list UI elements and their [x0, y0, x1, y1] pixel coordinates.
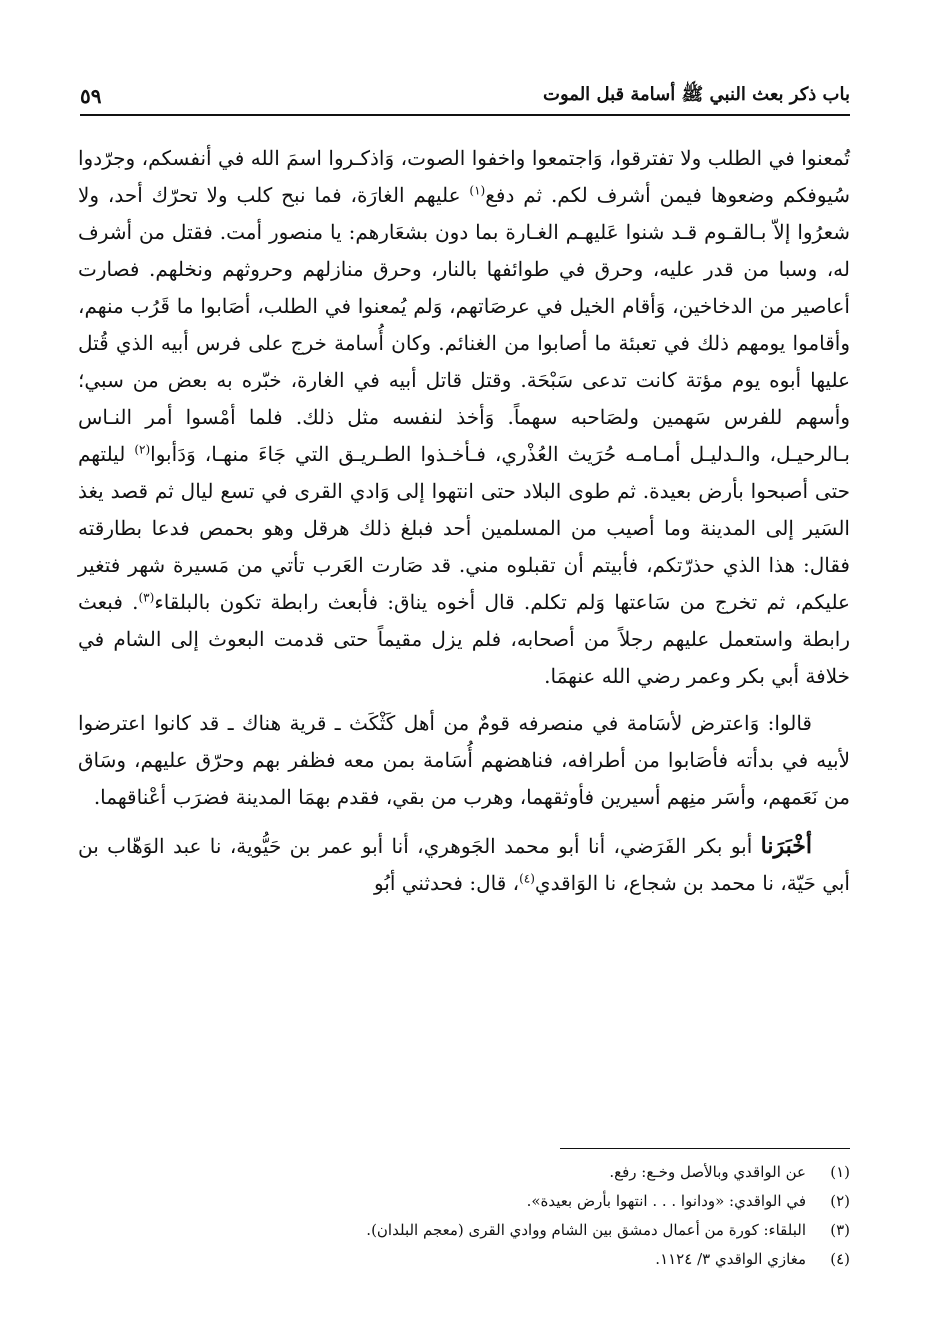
footnote-text: البلقاء: كورة من أعمال دمشق بين الشام ووادي القرى (معجم البلدان). — [366, 1221, 806, 1239]
isnad-lead-word: أخْبَرَنا — [760, 833, 812, 859]
paragraph-3: أخْبَرَنا أبو بكر الفَرَضي، أنا أبو محمد الجَوهري، أنا أبو عمر بن حَيُّوية، نا عبد الوَهّاب بن أبي حَيّة، نا محمد بن شجاع، نا الوَاقدي$^{(٤)}$، قال: فحدثني أبُو — [78, 833, 850, 895]
paragraph-2: قالوا: وَاعترض لأسَامة في منصرفه قومٌ من أهل كَثْكَث ـ قرية هناك ـ قد كانوا اعترضوا لأبيه في بدأته فأصَابوا من أطرافه، فناهضهم أُسَامة بمن معه فظفر بهم وحرّق عليهم، وسَاق من نَعَمهم، وأسَر منِهم أسيرين فأوثقهما، وهرب من بقي، فقدم بهمَا المدينة فضرَب أعْناقهما. — [78, 711, 850, 809]
footnote-ref-1: (١) — [469, 183, 486, 198]
footnotes — [200, 1158, 850, 1274]
footnote-ref-3: (٣) — [138, 590, 155, 605]
footnote-3 — [200, 1216, 850, 1245]
footnote-text: عن الواقدي وبالأصل وخـع: رفع. — [609, 1163, 806, 1181]
footnote-ref-2: (٢) — [134, 442, 151, 457]
footnote-number: (٤) — [830, 1250, 850, 1268]
footnote-number: (٢) — [830, 1192, 850, 1210]
chapter-title: باب ذكر بعث النبي ﷺ أسامة قبل الموت — [543, 84, 850, 105]
footnote-text: في الواقدي: «ودانوا . . . انتهوا بأرض بعيدة». — [526, 1192, 806, 1210]
footnote-number: (٣) — [830, 1221, 850, 1239]
footnote-number: (١) — [830, 1163, 850, 1181]
footnote-ref-4: (٤) — [519, 871, 535, 886]
footnote-4 — [200, 1245, 850, 1274]
footnote-text: مغازي الواقدي ٣/ ١١٢٤. — [655, 1250, 806, 1268]
running-header — [80, 78, 850, 116]
footnote-1 — [200, 1158, 850, 1187]
footnote-divider — [560, 1148, 850, 1149]
page-number: ٥٩ — [80, 84, 102, 108]
footnote-2 — [200, 1187, 850, 1216]
paragraph-1: تُمعنوا في الطلب ولا تفترقوا، وَاجتمعوا واخفوا الصوت، وَاذكـروا اسمَ الله في أنفسكم، وجرّدوا سُيوفكم وضعوها فيمن أشرف لكم. ثم دفع$^{(١)}$ عليهم الغارَة، فما نبح كلب ولا تحرّك أحد، ولا شعرُوا إلاّ بـالقـوم قـد شنوا عَليهـم الغـارة بما دون بشعَارهم: يا منصور أمت. فقتل من أشرف له، وسبا من قدر عليه، وحرق في طوائفها بالنار، وحرق منازلهم وحروثهم ونخلهم. فصارت أعاصير من الدخاخين، وَأقام الخيل في عرصَاتهم، وَلم يُمعنوا في الطلب، أصَابوا ما قَرُب منهم، وأقاموا يومهم ذلك في تعبئة ما أصابوا من الغنائم. وكان أُسامة خرج على فرس أبيه الذي قُتل عليها أبوه يوم مؤتة كانت تدعى سَبْحَة. وقتل قاتل أبيه في الغارة، خبّره به بعض من سبي؛ وأسهم للفرس سَهمين ولصَاحبه سهماً. وَأخذ لنفسه مثل ذلك. فلما أمْسوا أمر النـاس بـالرحيـل، والـدليـل أمـامـه حُرَيث العُذْري، فـأخـذوا الطـريـق التي جَاءَ منهـا، وَدَأبوا$^{(٢)}$ ليلتهم حتى أصبحوا بأرض بعيدة. ثم طوى البلاد حتى انتهوا إلى وَادي القرى في تسع ليال ثم قصد يغذ السَير إلى المدينة وما أصيب من المسلمين أحد فبلغ ذلك هرقل وهو بحمص فدعا بطارقته فقال: هذا الذي حذرّتكم، فأبيتم أن تقبلوه مني. قد صَارت العَرب تأتي من مَسيرة شهر فتغير عليكم، ثم تخرج من سَاعتها وَلم تكلم. قال أخوه يناق: فأبعث رابطة تكون بالبلقاء$^{(٣)}$. فبعث رابطة واستعمل عليهم رجلاً من أصحابه، فلم يزل مقيماً حتى قدمت البعوث إلى الشام في خلافة أبي بكر وعمر رضي الله عنهمَا. — [78, 146, 850, 688]
main-text — [78, 140, 850, 902]
